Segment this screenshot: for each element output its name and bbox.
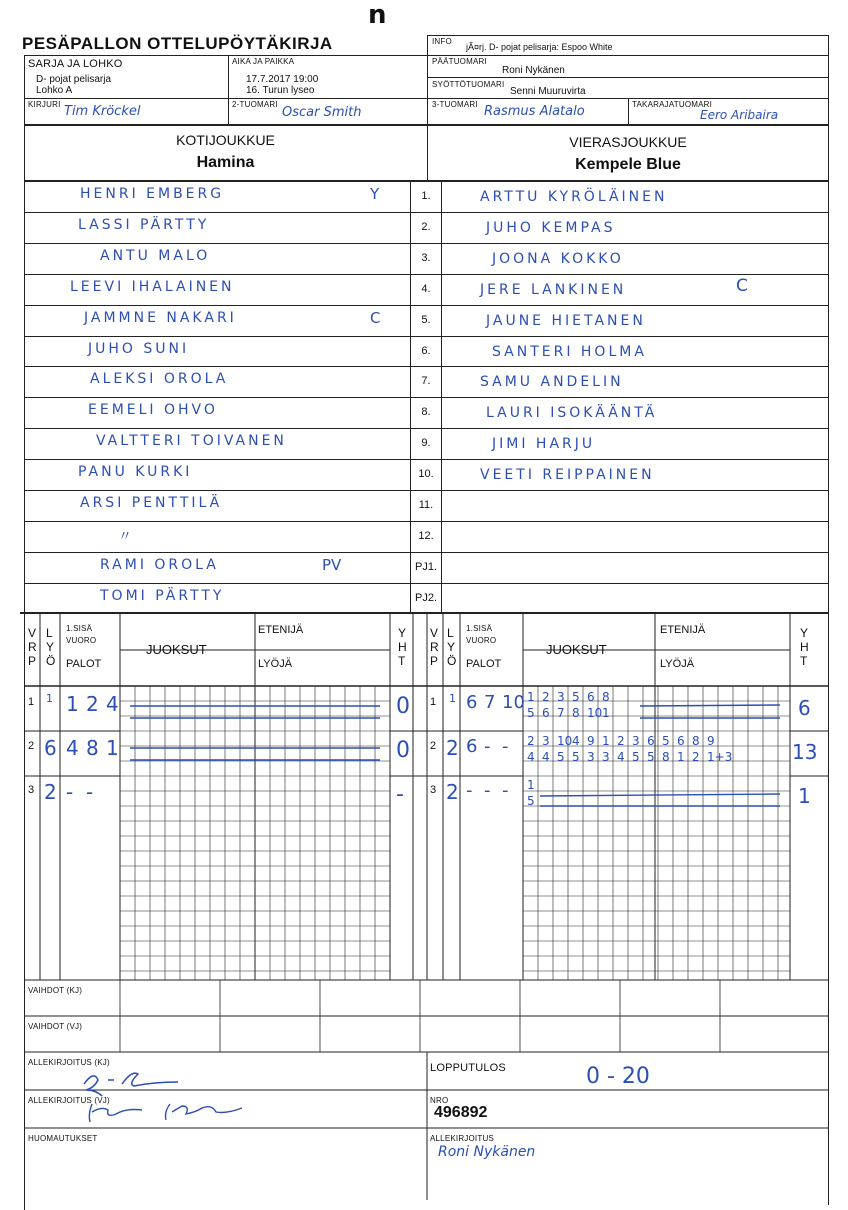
lopputulos-value: 0 - 20 — [586, 1064, 650, 1089]
home-period-number: 2 — [28, 740, 35, 752]
vaihdot-kj-label: VAIHDOT (KJ) — [28, 986, 83, 995]
home-player-name: TOMI PÄRTTY — [100, 587, 225, 604]
home-team-label: KOTIJOUKKUE — [176, 132, 275, 148]
away-etenija-label: ETENIJÄ — [660, 624, 706, 636]
away-lyo-header: Y — [447, 640, 456, 654]
away-run-bottom: 4 — [527, 750, 535, 764]
away-palot-value: 7 — [484, 692, 496, 713]
home-period-total: - — [396, 782, 404, 807]
vaihdot-vj-label: VAIHDOT (VJ) — [28, 1022, 83, 1031]
away-vrp-header: P — [430, 654, 439, 668]
player-number: 8. — [421, 406, 431, 419]
home-period-lyo: 2 — [44, 780, 57, 804]
away-period-number: 1 — [430, 696, 437, 708]
away-player-name: ARTTU KYRÖLÄINEN — [480, 189, 668, 205]
home-team-name: Hamina — [196, 154, 255, 171]
away-player-mark: C — [736, 275, 748, 296]
aika-value-2: 16. Turun lyseo — [246, 85, 315, 96]
away-period-number: 2 — [430, 740, 437, 752]
aika-value-1: 17.7.2017 19:00 — [246, 74, 319, 85]
away-run-top: 2 — [617, 734, 625, 748]
away-palot-label: PALOT — [466, 658, 502, 670]
paatuomari-value: Roni Nykänen — [502, 65, 565, 76]
away-run-top: 5 — [572, 690, 580, 704]
away-run-top: 2 — [527, 734, 535, 748]
player-number: 5. — [421, 313, 431, 326]
away-run-top: 6 — [647, 734, 655, 748]
kirjuri-value: Tim Kröckel — [64, 104, 141, 119]
away-team-label: VIERASJOUKKUE — [569, 134, 687, 150]
away-run-bottom: 1 — [602, 706, 610, 720]
away-vuoro-label: VUORO — [466, 636, 497, 645]
away-run-top: 3 — [542, 734, 550, 748]
home-player-name: ANTU MALO — [100, 247, 211, 264]
player-number: PJ1. — [414, 560, 437, 573]
away-palot-value: 6 — [466, 736, 478, 757]
home-yht-header: T — [398, 654, 406, 668]
away-player-name: SAMU ANDELIN — [480, 374, 624, 391]
signature-vj — [89, 1104, 242, 1122]
away-period-lyo: 2 — [446, 780, 459, 804]
player-number: 11. — [418, 499, 434, 511]
away-run-top: 3 — [632, 734, 640, 748]
nro-value: 496892 — [434, 1104, 488, 1121]
player-number: 1. — [421, 190, 431, 202]
nro-label: NRO — [430, 1096, 449, 1105]
home-yht-header: H — [398, 640, 407, 654]
away-period-total: 13 — [792, 740, 818, 764]
aika-label: AIKA JA PAIKKA — [232, 57, 295, 66]
away-run-bottom: 5 — [572, 750, 580, 764]
away-run-bottom: 5 — [557, 750, 565, 764]
away-vrp-header: R — [430, 640, 439, 654]
syottotuomari-value: Senni Muuruvirta — [510, 86, 586, 97]
home-player-name: 〃 — [118, 528, 135, 545]
away-run-top: 4 — [572, 734, 580, 748]
away-lyoja-label: LYÖJÄ — [660, 658, 695, 670]
home-player-name: LEEVI IHALAINEN — [70, 278, 235, 295]
player-number: 4. — [421, 282, 431, 295]
away-palot-value: 6 — [466, 692, 478, 713]
away-period-total: 6 — [798, 696, 811, 720]
home-player-mark: PV — [322, 555, 342, 574]
home-player-name: PANU KURKI — [78, 464, 193, 481]
away-run-top: 8 — [602, 690, 610, 704]
home-palot-value: 1 — [66, 692, 79, 716]
away-run-top: 8 — [692, 734, 700, 748]
player-number: 3. — [421, 251, 431, 264]
away-run-top: 6 — [587, 690, 595, 704]
signature-main: Roni Nykänen — [438, 1144, 536, 1160]
away-run-top: 9 — [707, 734, 715, 748]
home-player-name: ARSI PENTTILÄ — [80, 495, 223, 511]
away-run-bottom: 5 — [527, 794, 535, 808]
player-number: 9. — [421, 437, 431, 450]
player-number: 12. — [418, 529, 434, 542]
tuomari3-label: 3-TUOMARI — [432, 100, 478, 109]
home-player-name: ALEKSI OROLA — [90, 371, 229, 388]
home-player-name: RAMI OROLA — [100, 556, 219, 573]
away-team-name: Kempele Blue — [575, 156, 681, 173]
home-palot-value: 8 — [86, 736, 99, 760]
home-vrp-header: V — [28, 626, 37, 640]
away-run-bottom: 5 — [632, 750, 640, 764]
home-player-mark: C — [370, 308, 381, 327]
home-player-name: HENRI EMBERG — [80, 186, 225, 202]
allekirjoitus-kj-label: ALLEKIRJOITUS (KJ) — [28, 1058, 110, 1067]
home-sisa-label: 1.SISÄ — [66, 624, 93, 633]
paatuomari-label: PÄÄTUOMARI — [432, 57, 487, 66]
away-yht-header: H — [800, 640, 809, 654]
home-lyo-header: Ö — [46, 654, 56, 668]
allekirjoitus-vj-label: ALLEKIRJOITUS (VJ) — [28, 1096, 110, 1105]
home-juoksut-label: JUOKSUT — [146, 642, 207, 657]
away-palot-value: 10 — [502, 692, 525, 713]
sarja-value-1: D- pojat pelisarja — [36, 74, 112, 85]
player-number: 6. — [421, 344, 431, 357]
away-period-total: 1 — [798, 784, 811, 808]
handwritten-mark: n — [368, 0, 387, 30]
home-palot-label: PALOT — [66, 658, 102, 670]
home-palot-value: 2 — [86, 692, 99, 716]
home-lyo-header: L — [46, 626, 53, 640]
home-player-name: VALTTERI TOIVANEN — [96, 433, 287, 450]
home-player-name: LASSI PÄRTTY — [78, 216, 210, 233]
lopputulos-label: LOPPUTULOS — [430, 1062, 506, 1074]
player-number: 10. — [418, 468, 434, 481]
home-vrp-header: R — [28, 640, 37, 654]
home-player-name: EEMELI OHVO — [88, 402, 218, 419]
away-player-name: SANTERI HOLMA — [492, 343, 647, 360]
player-number: 2. — [421, 220, 431, 233]
home-palot-value: 4 — [106, 692, 119, 716]
sarja-value-2: Lohko A — [36, 85, 73, 96]
home-vrp-header: P — [28, 654, 37, 668]
home-player-mark: Y — [370, 185, 380, 203]
away-lyo-header: L — [447, 626, 454, 640]
away-player-name: JERE LANKINEN — [480, 281, 627, 298]
home-period-lyo: 6 — [44, 736, 57, 760]
info-label: INFO — [432, 37, 452, 46]
away-run-bottom: 4 — [617, 750, 625, 764]
home-period-number: 3 — [28, 784, 35, 796]
away-juoksut-label: JUOKSUT — [546, 642, 607, 657]
home-yht-header: Y — [398, 626, 407, 640]
away-lyo-header: Ö — [447, 654, 457, 668]
away-run-bottom: 2 — [692, 750, 700, 764]
allekirjoitus-label: ALLEKIRJOITUS — [430, 1134, 494, 1143]
away-run-top: 5 — [662, 734, 670, 748]
away-yht-header: Y — [800, 626, 809, 640]
away-palot-value: - — [484, 780, 491, 801]
away-run-bottom: 8 — [572, 706, 580, 720]
tuomari2-value: Oscar Smith — [282, 105, 362, 120]
home-palot-value: - — [86, 780, 94, 804]
away-run-top: 1 — [527, 690, 535, 704]
home-player-name: JAMMNE NAKARI — [84, 309, 237, 326]
home-period-lyo: 1 — [46, 692, 53, 705]
info-value: jÃ¤rj. D- pojat pelisarja: Espoo White — [466, 42, 613, 52]
signature-kj — [84, 1073, 178, 1096]
away-run-top: 2 — [542, 690, 550, 704]
home-period-number: 1 — [28, 696, 35, 708]
away-run-bottom: 7 — [557, 706, 565, 720]
away-run-bottom: 8 — [662, 750, 670, 764]
kirjuri-label: KIRJURI — [28, 100, 61, 109]
away-palot-value: - — [502, 736, 509, 757]
away-run-bottom: 3 — [602, 750, 610, 764]
takaraja-label: TAKARAJATUOMARI — [632, 100, 713, 109]
away-run-top: 10 — [557, 734, 573, 748]
home-palot-value: - — [66, 780, 74, 804]
away-run-top: 9 — [587, 734, 595, 748]
away-period-lyo: 1 — [449, 692, 456, 705]
away-player-name: JOONA KOKKO — [492, 250, 624, 267]
away-run-bottom: 5 — [647, 750, 655, 764]
home-vuoro-label: VUORO — [66, 636, 97, 645]
away-palot-value: - — [484, 736, 491, 757]
home-palot-value: 1 — [106, 736, 119, 760]
away-run-bottom: 1+3 — [707, 750, 733, 764]
away-yht-header: T — [800, 654, 808, 668]
away-run-top: 1 — [527, 778, 535, 792]
away-player-name: JUHO KEMPAS — [486, 219, 616, 236]
home-lyo-header: Y — [46, 640, 55, 654]
syottotuomari-label: SYÖTTÖTUOMARI — [432, 80, 505, 89]
sarja-label: SARJA JA LOHKO — [28, 58, 123, 70]
away-period-lyo: 2 — [446, 736, 459, 760]
home-player-name: JUHO SUNI — [88, 340, 190, 357]
player-number: PJ2. — [414, 591, 437, 604]
away-run-top: 6 — [677, 734, 685, 748]
huomautukset-label: HUOMAUTUKSET — [28, 1134, 98, 1143]
away-player-name: JIMI HARJU — [492, 436, 596, 453]
home-period-total: 0 — [396, 738, 410, 763]
home-etenija-label: ETENIJÄ — [258, 624, 304, 636]
away-run-bottom: 10 — [587, 706, 603, 720]
away-player-name: JAUNE HIETANEN — [486, 312, 646, 329]
away-palot-value: - — [502, 780, 509, 801]
away-sisa-label: 1.SISÄ — [466, 624, 493, 633]
away-run-bottom: 1 — [677, 750, 685, 764]
tuomari3-value: Rasmus Alatalo — [484, 104, 585, 119]
home-period-total: 0 — [396, 694, 410, 719]
away-player-name: VEETI REIPPAINEN — [480, 467, 655, 484]
home-lyoja-label: LYÖJÄ — [258, 658, 293, 670]
away-period-number: 3 — [430, 784, 437, 796]
form-title: PESÄPALLON OTTELUPÖYTÄKIRJA — [22, 34, 333, 53]
away-run-bottom: 4 — [542, 750, 550, 764]
away-palot-value: - — [466, 780, 473, 801]
tuomari2-label: 2-TUOMARI — [232, 100, 278, 109]
home-palot-value: 4 — [66, 736, 79, 760]
away-run-top: 3 — [557, 690, 565, 704]
away-run-bottom: 5 — [527, 706, 535, 720]
away-run-bottom: 6 — [542, 706, 550, 720]
away-vrp-header: V — [430, 626, 439, 640]
away-run-top: 1 — [602, 734, 610, 748]
away-player-name: LAURI ISOKÄÄNTÄ — [486, 405, 658, 422]
away-run-bottom: 3 — [587, 750, 595, 764]
player-number: 7. — [421, 375, 431, 388]
takaraja-value: Eero Aribaira — [700, 108, 779, 122]
